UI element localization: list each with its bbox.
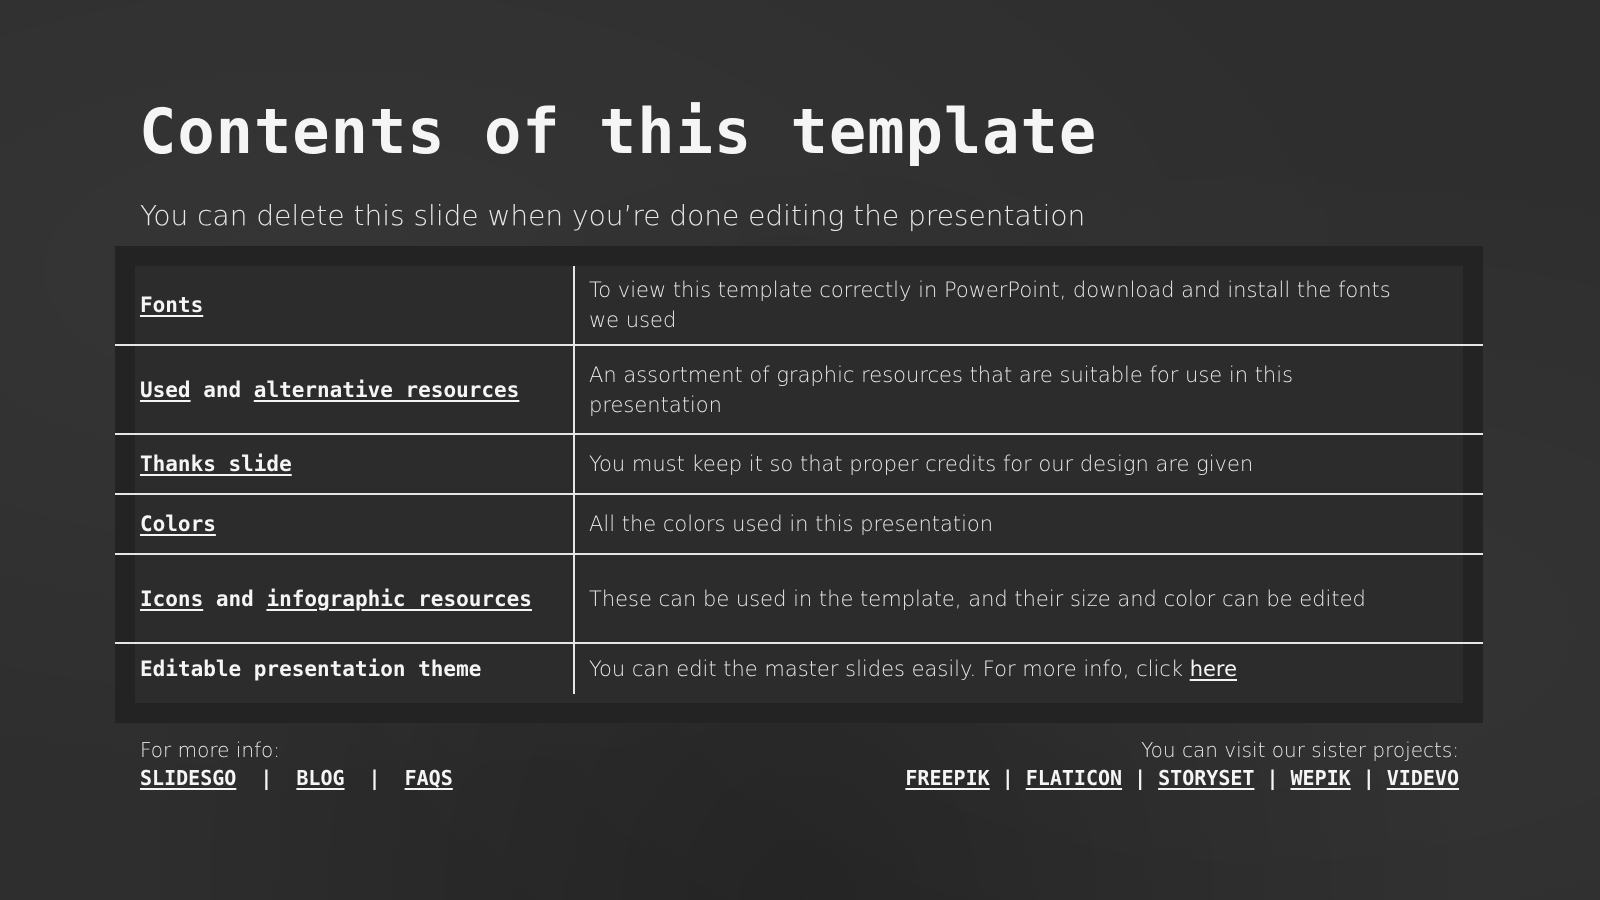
row-description — [589, 360, 1423, 420]
row-description — [589, 449, 1253, 479]
row-description — [589, 584, 1366, 614]
footer-sister-projects-links — [905, 764, 1459, 792]
row-description — [589, 509, 993, 539]
topic-link[interactable]: Icons — [140, 586, 204, 611]
row-topic — [140, 509, 216, 539]
link-separator: | — [1266, 766, 1279, 790]
row-description-cell — [575, 346, 1483, 433]
topic-link[interactable]: Colors — [140, 512, 216, 536]
row-text: These can be used in the template, and their size and color can be edited — [589, 586, 1366, 611]
row-description-cell — [575, 266, 1483, 344]
topic-link[interactable]: Used — [140, 377, 191, 402]
footer-sister-projects — [905, 736, 1459, 792]
footer-more-info-links — [140, 764, 453, 792]
row-text: and — [203, 586, 267, 611]
footer-more-info-label: For more info: — [140, 738, 281, 762]
table-row-fonts — [115, 266, 1483, 344]
row-text: All the colors used in this presentation — [589, 512, 994, 536]
topic-link[interactable]: here — [1189, 657, 1238, 681]
row-description-cell — [575, 555, 1483, 642]
link-separator: | — [1134, 766, 1147, 790]
row-topic-cell — [115, 555, 575, 642]
row-text: To view this template correctly in PowerPoint, download and install the fonts we used — [589, 278, 1391, 332]
table-row-icons — [115, 553, 1483, 642]
row-topic-cell — [115, 266, 575, 344]
row-topic-cell — [115, 495, 575, 553]
freepik-link[interactable]: FREEPIK — [905, 766, 990, 790]
table-row-resources — [115, 344, 1483, 433]
faqs-link[interactable]: FAQS — [404, 766, 453, 790]
wepik-link[interactable]: WEPIK — [1290, 766, 1351, 790]
link-separator: | — [1362, 766, 1375, 790]
row-topic-cell — [115, 435, 575, 493]
row-text: You can edit the master slides easily. For more info, click — [589, 657, 1190, 681]
row-topic — [140, 290, 203, 320]
row-description-cell — [575, 435, 1483, 493]
footer-sister-projects-label: You can visit our sister projects: — [1141, 738, 1459, 762]
table-row-colors — [115, 493, 1483, 553]
videvo-link[interactable]: VIDEVO — [1386, 766, 1459, 790]
row-description-cell — [575, 644, 1483, 694]
row-topic — [140, 375, 519, 405]
row-text: You must keep it so that proper credits for our design are given — [589, 452, 1254, 476]
slide-title: Contents of this template — [139, 95, 1098, 168]
contents-table — [115, 246, 1483, 723]
link-separator: | — [260, 766, 273, 790]
topic-link[interactable]: Fonts — [140, 293, 204, 317]
link-separator: | — [368, 766, 381, 790]
row-description-cell — [575, 495, 1483, 553]
row-topic-cell — [115, 644, 575, 694]
row-description — [589, 654, 1237, 684]
topic-link[interactable]: infographic resources — [266, 586, 532, 611]
slide-subtitle: You can delete this slide when you’re done editing the presentation — [140, 199, 1086, 232]
storyset-link[interactable]: STORYSET — [1158, 766, 1255, 790]
row-text: An assortment of graphic resources that are suitable for use in this presentation — [589, 362, 1294, 417]
topic-link[interactable]: Thanks slide — [140, 452, 292, 476]
row-text: Editable presentation theme — [140, 657, 482, 681]
flaticon-link[interactable]: FLATICON — [1025, 766, 1123, 790]
row-topic-cell — [115, 346, 575, 433]
link-separator: | — [1001, 766, 1014, 790]
row-topic — [140, 449, 292, 479]
slidesgo-link[interactable]: SLIDESGO — [140, 766, 237, 790]
row-text: and — [190, 377, 254, 402]
row-description — [589, 275, 1423, 335]
footer-more-info — [140, 736, 453, 792]
topic-link[interactable]: alternative resources — [253, 377, 520, 402]
blog-link[interactable]: BLOG — [296, 766, 345, 790]
row-topic — [140, 584, 532, 614]
row-topic — [140, 654, 481, 684]
table-row-theme — [115, 642, 1483, 694]
table-row-thanks — [115, 433, 1483, 493]
